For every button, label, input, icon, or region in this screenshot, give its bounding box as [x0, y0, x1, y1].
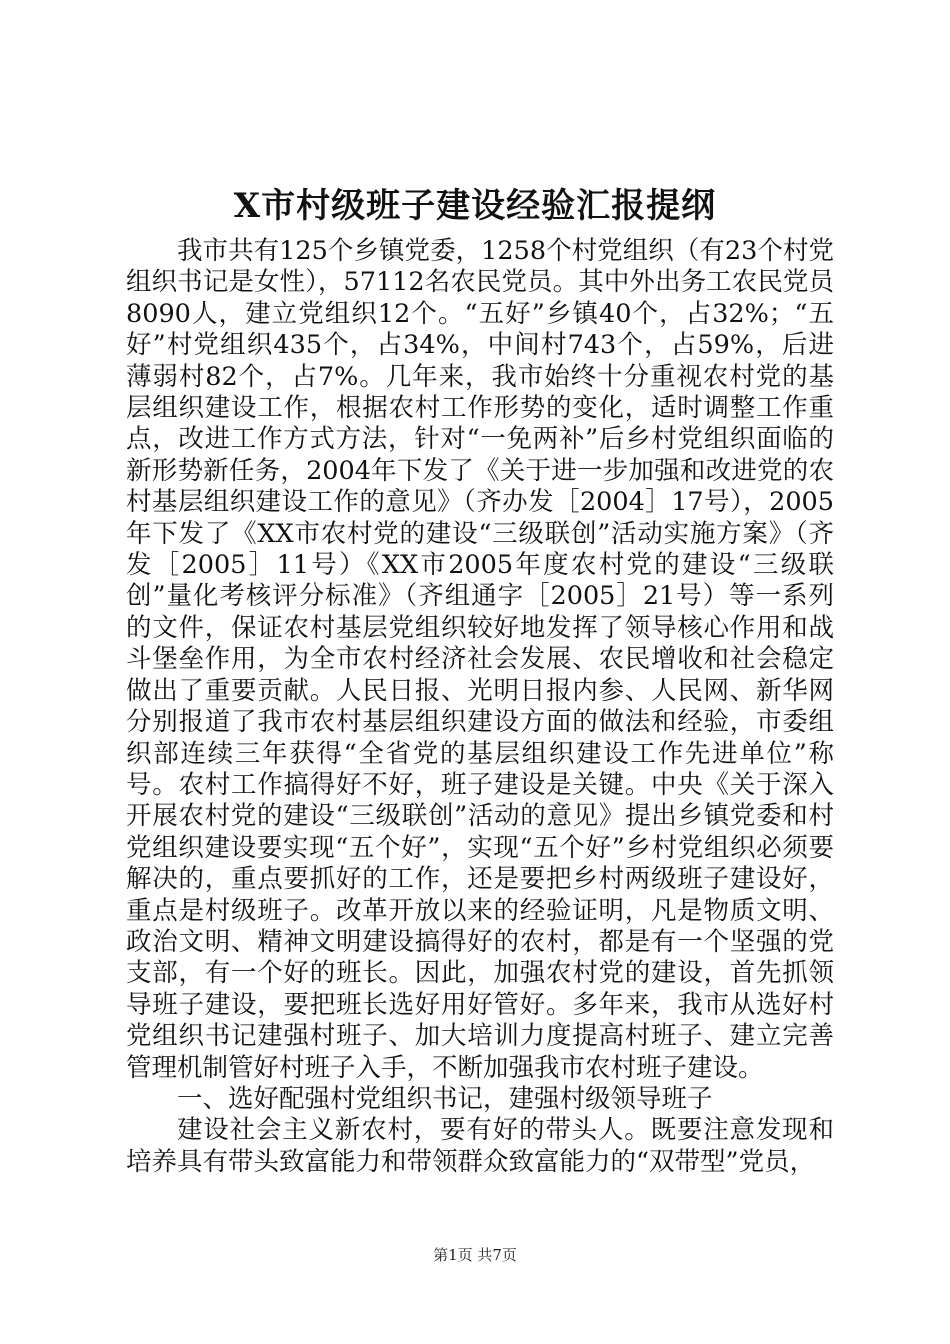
section-heading-1: 一、选好配强村党组织书记，建强村级领导班子	[177, 1083, 713, 1114]
body-paragraph-section-1: 建设社会主义新农村，要有好的带头人。既要注意发现和培养具有带头致富能力和带领群众致富能力的“双带型”党员，	[126, 1115, 834, 1177]
document-body	[126, 236, 834, 1178]
page-footer: 第1页 共7页	[433, 1246, 517, 1264]
body-paragraph-intro: 我市共有125个乡镇党委，1258个村党组织（有23个村党组织书记是女性），57112名农民党员。其中外出务工农民党员8090人，建立党组织12个。“五好”乡镇40个，占32%；“五好”村党组织435个，占34%，中间村743个，占59%，后进薄弱村82个，占7%。几年来，我市始终十分重视农村党的基层组织建设工作，根据农村工作形势的变化，适时调整工作重点，改进工作方式方法，针对“一免两补”后乡村党组织面临的新形势新任务，2004年下发了《关于进一步加强和改进党的农村基层组织建设工作的意见》（齐办发［2004］17号），2005年下发了《XX市农村党的建设“三级联创”活动实施方案》（齐发［2005］11号）《XX市2005年度农村党的建设“三级联创”量化考核评分标准》（齐组通字［2005］21号）等一系列的文件，保证农村基层党组织较好地发挥了领导核心作用和战斗堡垒作用，为全市农村经济社会发展、农民增收和社会稳定做出了重要贡献。人民日报、光明日报内参、人民网、新华网分别报道了我市农村基层组织建设方面的做法和经验，市委组织部连续三年获得“全省党的基层组织建设工作先进单位”称号。农村工作搞得好不好，班子建设是关键。中央《关于深入开展农村党的建设“三级联创”活动的意见》提出乡镇党委和村党组织建设要实现“五个好”，实现“五个好”乡村党组织必须要解决的，重点要抓好的工作，还是要把乡村两级班子建设好，重点是村级班子。改革开放以来的经验证明，凡是物质文明、政治文明、精神文明建设搞得好的农村，都是有一个坚强的党支部，有一个好的班长。因此，加强农村党的建设，首先抓领导班子建设，要把班长选好用好管好。多年来，我市从选好村党组织书记建强村班子、加大培训力度提高村班子、建立完善管理机制管好村班子入手，不断加强我市农村班子建设。	[126, 236, 834, 1083]
document-title: X市村级班子建设经验汇报提纲	[233, 186, 717, 226]
